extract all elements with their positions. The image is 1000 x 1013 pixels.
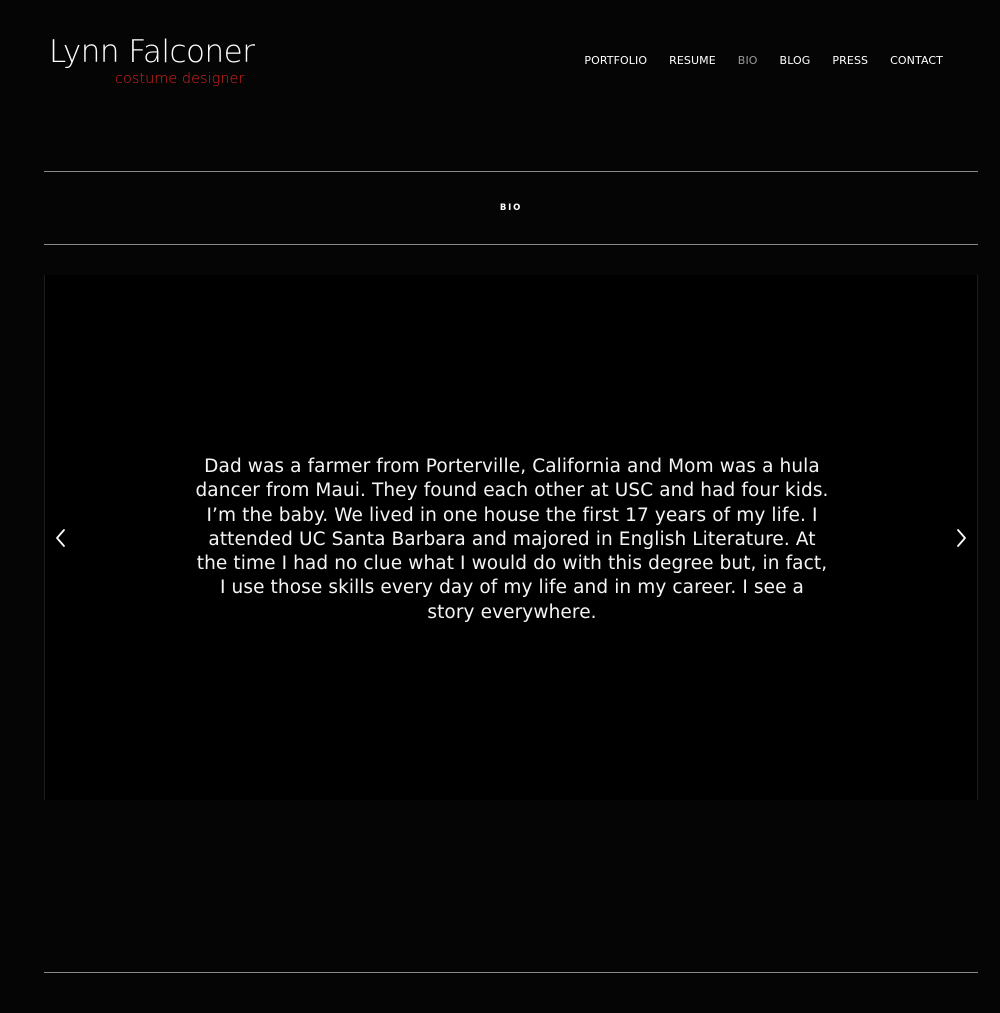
main-nav: [562, 54, 943, 68]
nav-item-contact[interactable]: CONTACT: [890, 54, 943, 67]
divider-middle: [44, 244, 978, 245]
divider-bottom: [44, 972, 978, 973]
chevron-left-icon: [51, 526, 71, 550]
slideshow-next-button[interactable]: [951, 526, 971, 550]
divider-top: [44, 171, 978, 172]
nav-item-portfolio[interactable]: PORTFOLIO: [584, 54, 648, 67]
nav-item-resume[interactable]: RESUME: [669, 54, 716, 67]
chevron-right-icon: [951, 526, 971, 550]
site-logo[interactable]: [49, 33, 255, 87]
nav-item-bio[interactable]: BIO: [737, 54, 758, 67]
nav-item-blog[interactable]: BLOG: [779, 54, 811, 67]
logo-tagline: costume designer: [115, 71, 245, 87]
slide-text: Dad was a farmer from Porterville, California and Mom was a hula dancer from Maui. They found each other at USC and had four kids. I’m the baby. We lived in one house the first 17 years of my life. I attended UC Santa Barbara and majored in English Literature. At the time I had no clue what I would do with this degree but, in fact, I use those skills every day of my life and in my career. I see a story everywhere.: [195, 456, 829, 623]
nav-item-press[interactable]: PRESS: [832, 54, 869, 67]
bio-slideshow: [44, 275, 978, 800]
logo-name: Lynn Falconer: [49, 34, 255, 70]
section-title: BIO: [499, 203, 523, 213]
slideshow-prev-button[interactable]: [51, 526, 71, 550]
